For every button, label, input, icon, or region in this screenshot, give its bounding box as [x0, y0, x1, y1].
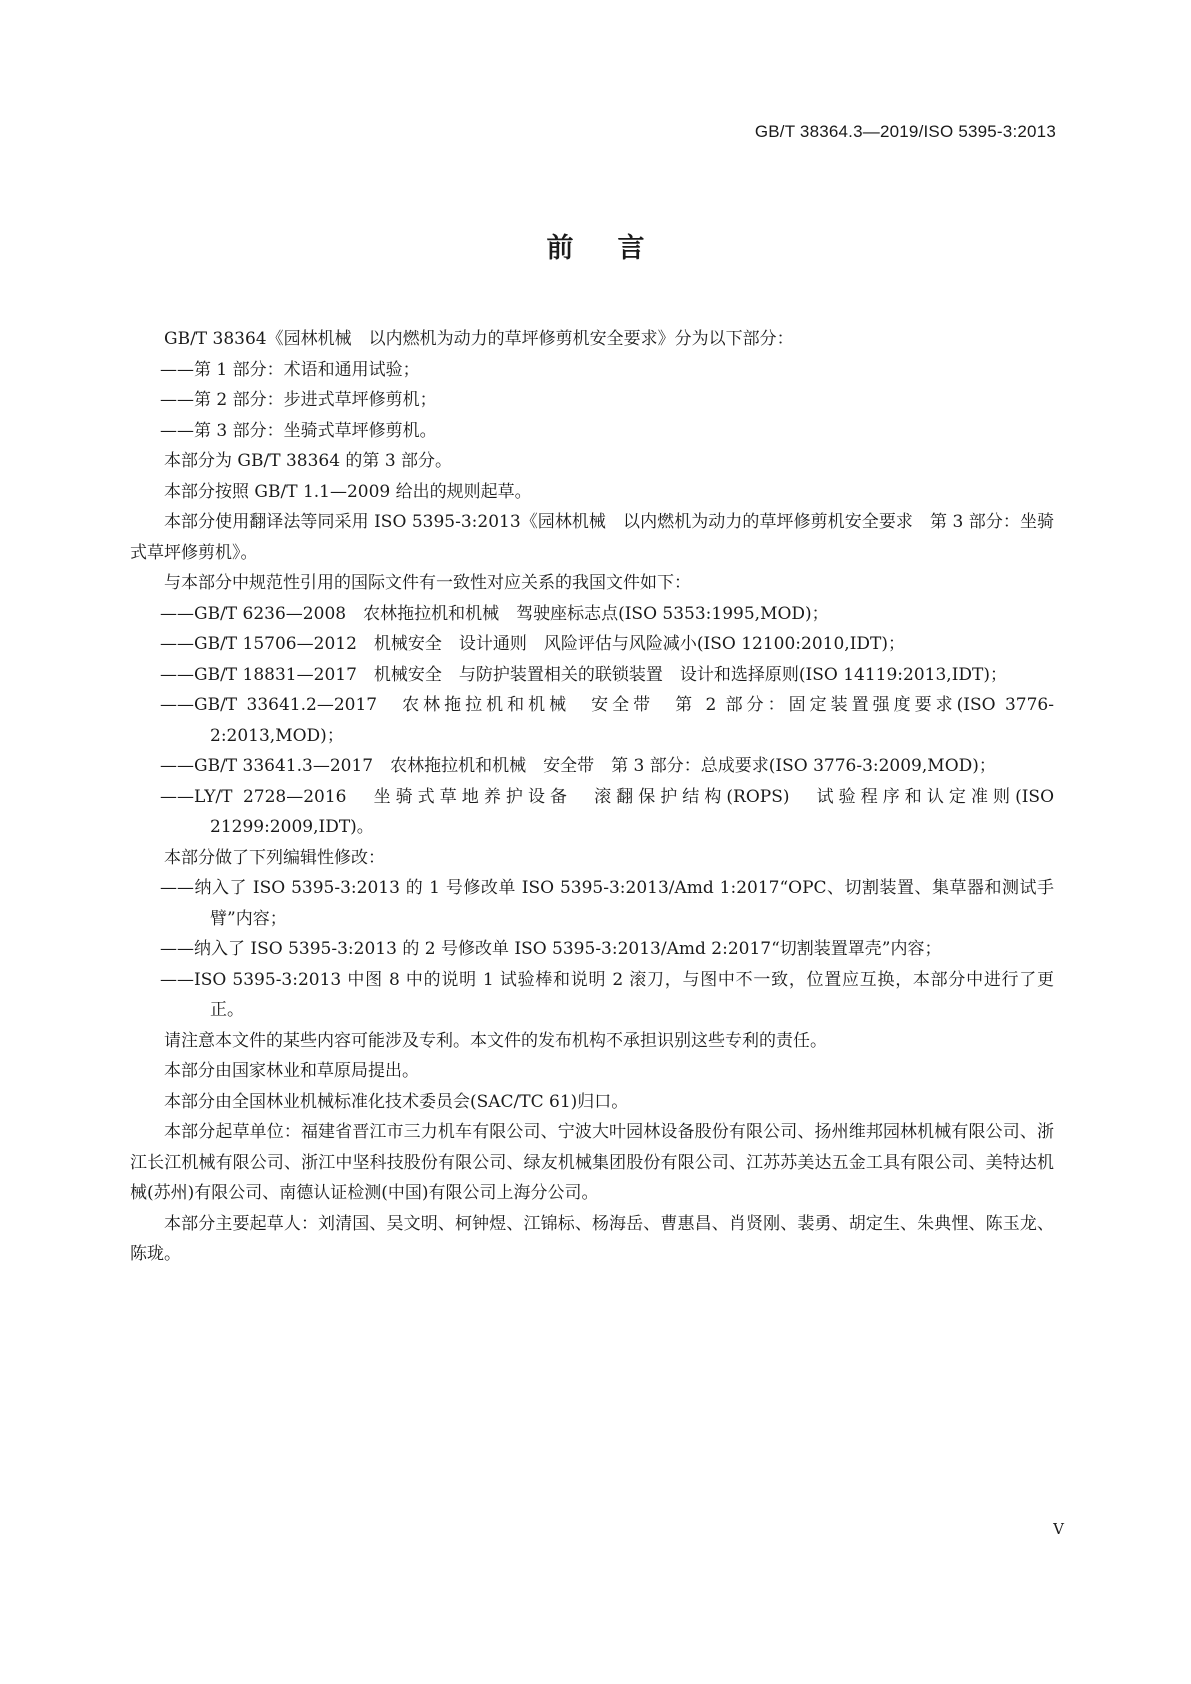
paragraph-patent-notice: 请注意本文件的某些内容可能涉及专利。本文件的发布机构不承担识别这些专利的责任。: [164, 1030, 827, 1051]
list-item-modification: ——纳入了 ISO 5395-3:2013 的 2 号修改单 ISO 5395-3:2013/Amd 2:2017“切割装置罩壳”内容；: [160, 939, 942, 959]
page-number: V: [1053, 1520, 1064, 1538]
list-item-modification: ——纳入了 ISO 5395-3:2013 的 1 号修改单 ISO 5395-3:2013/Amd 1:2017“OPC、切割装置、集草器和测试手臂”内容；: [160, 878, 1054, 929]
page-title: 前言: [546, 233, 689, 264]
paragraph-correspondence-intro: 与本部分中规范性引用的国际文件有一致性对应关系的我国文件如下：: [164, 573, 691, 593]
list-item-reference: ——GB/T 33641.2—2017 农林拖拉机和机械 安全带 第 2 部分：固定装置强度要求(ISO 3776-2:2013,MOD)；: [160, 695, 1054, 746]
paragraph-committee: 本部分由全国林业机械标准化技术委员会(SAC/TC 61)归口。: [164, 1091, 629, 1112]
paragraph-part-statement: 本部分为 GB/T 38364 的第 3 部分。: [164, 451, 453, 471]
paragraph-parts-intro: GB/T 38364《园林机械 以内燃机为动力的草坪修剪机安全要求》分为以下部分：: [164, 329, 794, 349]
list-item-modification: ——ISO 5395-3:2013 中图 8 中的说明 1 试验棒和说明 2 滚刀，与图中不一致，位置应互换，本部分中进行了更正。: [160, 969, 1054, 1020]
list-item-part-1: ——第 1 部分：术语和通用试验；: [160, 359, 420, 380]
standard-code: GB/T 38364.3—2019/ISO 5395-3:2013: [754, 122, 1056, 141]
paragraph-drafters: 本部分主要起草人：刘清国、吴文明、柯钟煜、江锦标、杨海岳、曹惠昌、肖贤刚、裴勇、胡定生、朱典悝、陈玉龙、陈珑。: [130, 1213, 1054, 1264]
list-item-reference: ——GB/T 33641.3—2017 农林拖拉机和机械 安全带 第 3 部分：总成要求(ISO 3776-3:2009,MOD)；: [160, 756, 996, 776]
paragraph-adoption: 本部分使用翻译法等同采用 ISO 5395-3:2013《园林机械 以内燃机为动力的草坪修剪机安全要求 第 3 部分：坐骑式草坪修剪机》。: [130, 512, 1054, 563]
paragraph-editorial-intro: 本部分做了下列编辑性修改：: [164, 847, 385, 868]
paragraph-drafting-units: 本部分起草单位：福建省晋江市三力机车有限公司、宁波大叶园林设备股份有限公司、扬州维邦园林机械有限公司、浙江长江机械有限公司、浙江中坚科技股份有限公司、绿友机械集团股份有限公司、江苏苏美达五金工具有限公司、美特达机械(苏州)有限公司、南德认证检测(中国)有限公司上海分公司。: [130, 1122, 1054, 1203]
list-item-part-2: ——第 2 部分：步进式草坪修剪机；: [160, 390, 437, 410]
list-item-reference: ——GB/T 6236—2008 农林拖拉机和机械 驾驶座标志点(ISO 5353:1995,MOD)；: [160, 603, 829, 624]
list-item-reference: ——GB/T 18831—2017 机械安全 与防护装置相关的联锁装置 设计和选择原则(ISO 14119:2013,IDT)；: [160, 664, 1008, 685]
foreword-body: [130, 324, 1054, 1270]
list-item-part-3: ——第 3 部分：坐骑式草坪修剪机。: [160, 420, 437, 441]
paragraph-proposer: 本部分由国家林业和草原局提出。: [164, 1061, 419, 1081]
paragraph-drafting-rules: 本部分按照 GB/T 1.1—2009 给出的规则起草。: [164, 481, 532, 502]
list-item-reference: ——GB/T 15706—2012 机械安全 设计通则 风险评估与风险减小(ISO 12100:2010,IDT)；: [160, 634, 906, 654]
list-item-reference: ——LY/T 2728—2016 坐骑式草地养护设备 滚翻保护结构(ROPS) 试验程序和认定准则(ISO 21299:2009,IDT)。: [160, 786, 1054, 837]
